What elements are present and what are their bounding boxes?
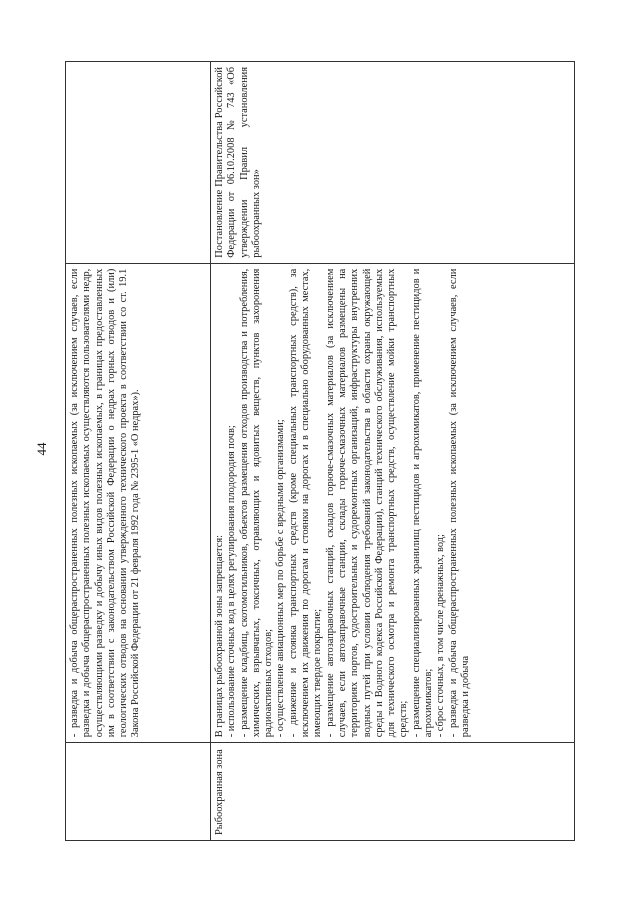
restriction-item: - разведка и добыча общераспространенных полезных ископаемых (за исключением случаев, если разведка и добыча общераспространенных полезных ископаемых осуществляются пользователями недр, осуществляющими разведку и добычу иных видов полезных ископаемых, в границах предоставленных им в соответствии с законодательством Российской Федерации о недрах горных отводов и (или) геологических отводов на основании утвержденного технического проекта в соответствии со ст. 19.1 Закона Российской Федерации от 21 февраля 1992 года № 2395-1 «О недрах»). bbox=[69, 268, 142, 738]
restriction-item: - разведка и добыча общераспространенных полезных ископаемых (за исключением случаев, если разведка и добыча bbox=[447, 268, 471, 738]
regulation-table bbox=[65, 61, 575, 841]
page-number: 44 bbox=[34, 442, 49, 456]
basis-cell: Постановление Правительства Российской Федерации от 06.10.2008 № 743 «Об утверждении Правил установления рыбоохранных зон» bbox=[211, 62, 575, 264]
restriction-item: - размещение кладбищ, скотомогильников, объектов размещения отходов производства и потребления, химических, взрывчатых, токсичных, отравляющих и ядовитых веществ, пунктов захоронения радиоактивных отходов; bbox=[238, 268, 275, 738]
restriction-item: - использование сточных вод в целях регулирования плодородия почв; bbox=[226, 425, 238, 738]
zone-cell bbox=[66, 743, 211, 841]
table-row bbox=[211, 62, 575, 841]
restriction-item: - размещение автозаправочных станций, складов горюче-смазочных материалов (за исключением случаев, если автозаправочные станции, склады горюче-смазочных материалов размещены на территориях портов, судостроительных и судоремонтных организаций, инфраструктуры внутренних водных путей при условии соблюдения требований законодательства в области охраны окружающей среды и Водного кодекса Российской Федерации), станций технического обслуживания, используемых для технического осмотра и ремонта транспортных средств, осуществление мойки транспортных средств; bbox=[324, 268, 410, 738]
rotated-page bbox=[65, 61, 575, 841]
restriction-item: - сброс сточных, в том числе дренажных, вод; bbox=[435, 534, 447, 738]
restriction-item: - осуществление авиационных мер по борьбе с вредными организмами; bbox=[275, 419, 287, 738]
restriction-heading: В границах рыбоохранной зоны запрещается: bbox=[214, 534, 225, 738]
table-row bbox=[66, 62, 211, 841]
basis-cell bbox=[66, 62, 211, 264]
restrictions-cell bbox=[211, 263, 575, 743]
restriction-item: - движение и стоянка транспортных средств (кроме специальных транспортных средств), за исключением их движения по дорогам и стоянки на дорогах и в специально оборудованных местах, имеющих твердое покрытие; bbox=[287, 268, 324, 738]
zone-cell: Рыбоохранная зона bbox=[211, 743, 575, 841]
restrictions-cell bbox=[66, 263, 211, 743]
restriction-item: - размещение специализированных хранилищ пестицидов и агрохимикатов, применение пестицидов и агрохимикатов; bbox=[410, 268, 435, 738]
